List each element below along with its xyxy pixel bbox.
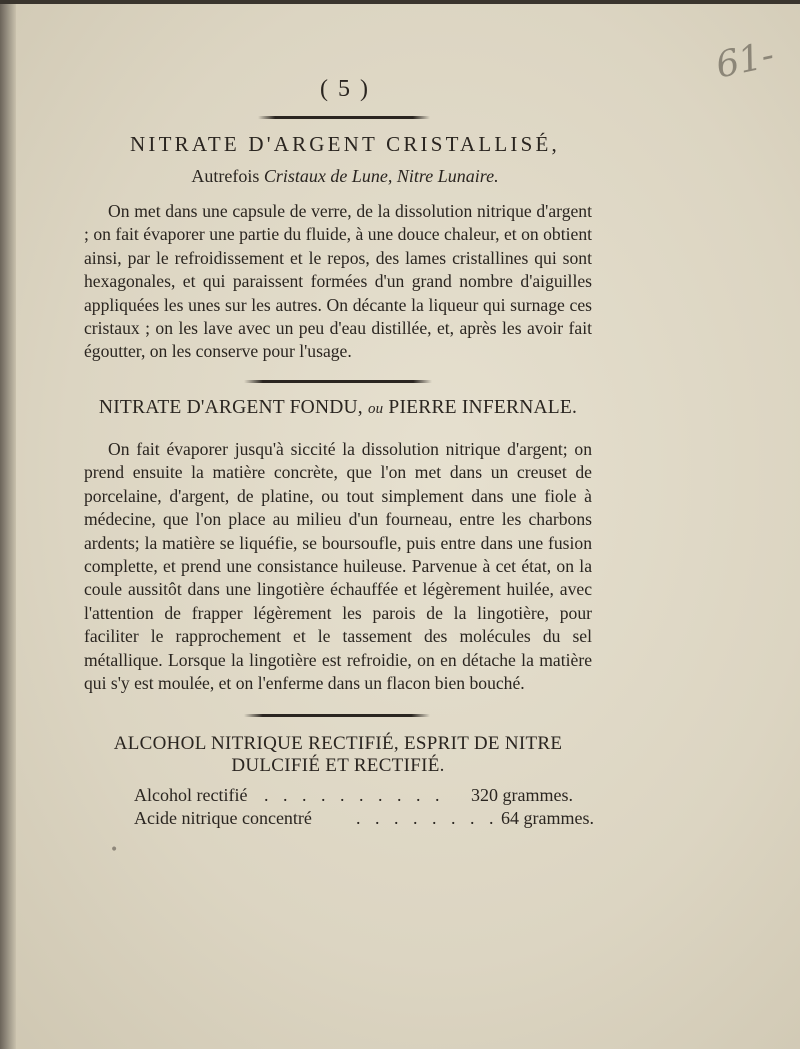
page-number: ( 5 ) bbox=[320, 76, 370, 102]
section-title-pierre-infernale bbox=[84, 397, 592, 419]
section-subtitle bbox=[100, 166, 590, 187]
top-edge bbox=[0, 0, 800, 4]
ornamental-rule bbox=[244, 380, 432, 383]
title-part2: PIERRE INFERNALE. bbox=[383, 397, 578, 418]
paragraph-pierre-infernale: On fait évaporer jusqu'à siccité la dissolution nitrique d'argent; on prend ensuite la matière concrète, que l'on met dans un creuset de porcelaine, d'argent, de platine, ou tout simplement dans une fiole à médecine, que l'on place au milieu d'un fourneau, entre les charbons ardents; la matière se liquéfie, se boursoufle, puis entre dans une fusion complette, et prend une consistance huileuse. Parvenue à cet état, on la coule aussitôt dans une lingotière échauffée et légèrement huilée, avec l'attention de frapper légèrement les parois de la lingotière, pour faciliter le rapprochement et le tassement des molécules du sel métallique. Lorsque la lingotière est refroidie, on en détache la matière qui s'y est moulée, et on l'enferme dans un flacon bien bouché. bbox=[84, 439, 592, 694]
ingredient-quantity: 64 grammes. bbox=[501, 808, 594, 828]
subtitle-prefix: Autrefois bbox=[191, 166, 264, 186]
paragraph-nitrate-cristallise: On met dans une capsule de verre, de la dissolution nitrique d'argent ; on fait évaporer une partie du fluide, à une douce chaleur, et on obtient ainsi, par le refroidissement et le repos, des lames cristallines qui sont hexagonales, et qui paraissent formées d'un grand nombre d'aiguilles appliquées les unes sur les autres. On décante la liqueur qui surnage ces cristaux ; on les lave avec un peu d'eau distillée, et, après les avoir fait égoutter, on les conserve pour l'usage. bbox=[84, 201, 592, 362]
title-part1: NITRATE D'ARGENT FONDU, bbox=[98, 397, 368, 418]
ingredient-row bbox=[134, 808, 594, 829]
section-title-alcohol-nitrique: ALCOHOL NITRIQUE RECTIFIÉ, ESPRIT DE NITRE bbox=[113, 733, 563, 754]
ornamental-rule bbox=[258, 116, 430, 119]
leader-dots: . . . . . . . . bbox=[356, 808, 499, 828]
leader-dots: . . . . . . . . . . bbox=[264, 785, 445, 805]
ingredient-row bbox=[134, 785, 574, 806]
subtitle-italic: Cristaux de Lune, Nitre Lunaire. bbox=[263, 166, 499, 186]
ingredient-quantity: 320 grammes. bbox=[471, 785, 573, 805]
book-spine-shadow bbox=[0, 0, 16, 1049]
ornamental-rule bbox=[244, 714, 430, 717]
ink-speck: • bbox=[110, 842, 119, 858]
section-title-nitrate-cristallise: NITRATE D'ARGENT CRISTALLISÉ, bbox=[130, 132, 560, 156]
ingredient-name: Alcohol rectifié bbox=[134, 785, 248, 805]
title-ou: ou bbox=[367, 401, 384, 417]
ingredient-name: Acide nitrique concentré bbox=[134, 808, 312, 828]
handwritten-margin-note: 61- bbox=[712, 34, 778, 87]
section-title-alcohol-nitrique-line2: DULCIFIÉ ET RECTIFIÉ. bbox=[231, 755, 445, 776]
